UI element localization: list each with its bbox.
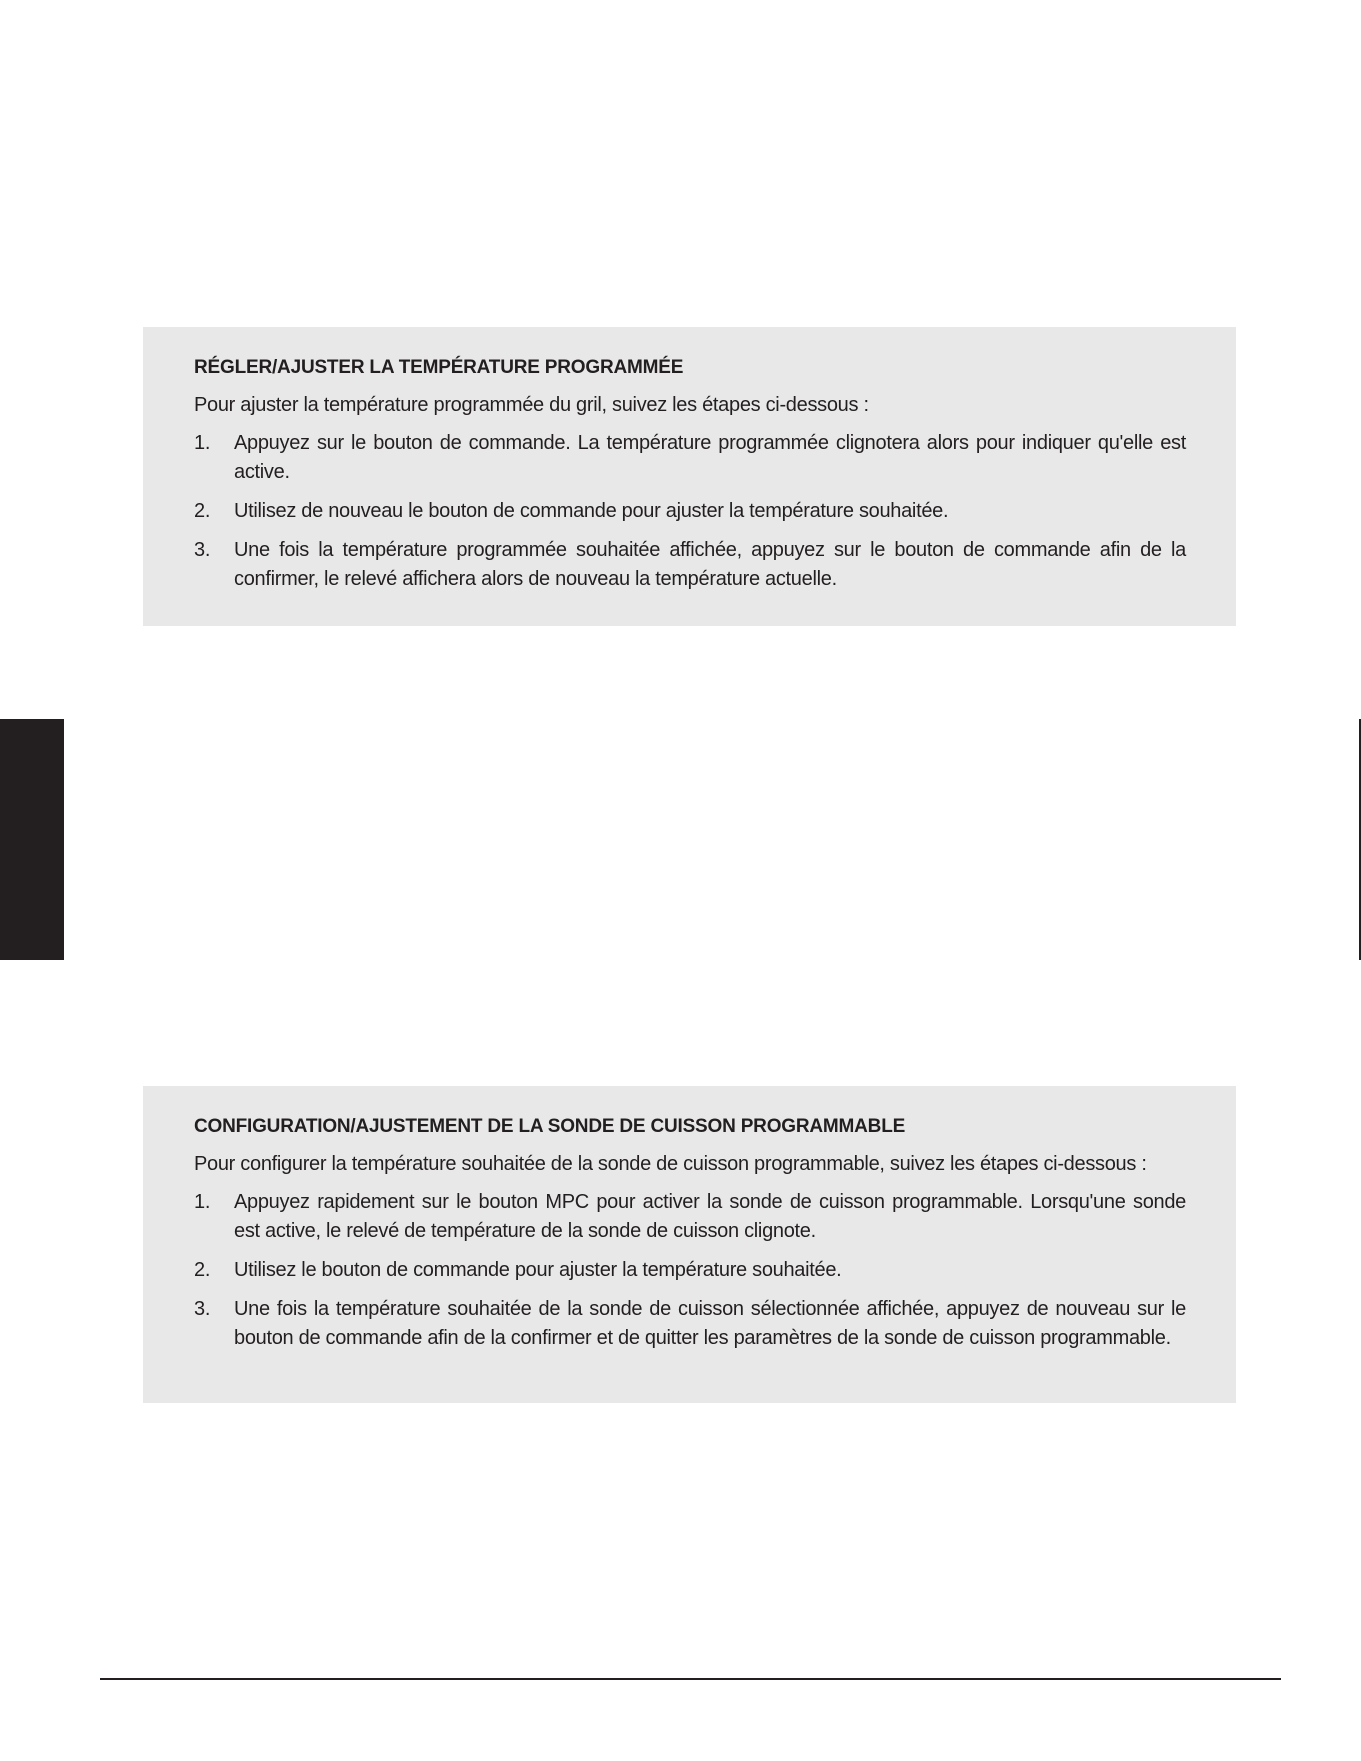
step-text: Une fois la température programmée souhaitée affichée, appuyez sur le bouton de commande afin de la confirmer, le relevé affichera alors de nouveau la température actuelle. bbox=[234, 539, 1186, 590]
list-item bbox=[194, 497, 1186, 526]
side-tab-marker bbox=[0, 719, 64, 960]
list-item bbox=[194, 536, 1186, 594]
step-number: 1. bbox=[194, 1191, 211, 1213]
panel-heading: RÉGLER/AJUSTER LA TEMPÉRATURE PROGRAMMÉE bbox=[194, 357, 684, 378]
step-number: 3. bbox=[194, 1298, 211, 1320]
steps-list bbox=[194, 1188, 1186, 1353]
info-panel-probe-setup bbox=[143, 1086, 1236, 1403]
step-number: 2. bbox=[194, 500, 211, 522]
step-text: Appuyez sur le bouton de commande. La température programmée clignotera alors pour indiquer qu'elle est active. bbox=[234, 432, 1186, 483]
panel-heading: CONFIGURATION/AJUSTEMENT DE LA SONDE DE CUISSON PROGRAMMABLE bbox=[194, 1116, 906, 1137]
step-number: 1. bbox=[194, 432, 211, 454]
step-number: 3. bbox=[194, 539, 211, 561]
step-number: 2. bbox=[194, 1259, 211, 1281]
list-item bbox=[194, 1188, 1186, 1246]
panel-intro: Pour ajuster la température programmée du gril, suivez les étapes ci-dessous : bbox=[194, 394, 869, 416]
step-text: Utilisez le bouton de commande pour ajuster la température souhaitée. bbox=[234, 1259, 842, 1281]
step-text: Appuyez rapidement sur le bouton MPC pour activer la sonde de cuisson programmable. Lorsqu'une sonde est active, le relevé de température de la sonde de cuisson clignote. bbox=[234, 1191, 1186, 1242]
list-item bbox=[194, 429, 1186, 487]
step-text: Une fois la température souhaitée de la sonde de cuisson sélectionnée affichée, appuyez de nouveau sur le bouton de commande afin de la confirmer et de quitter les paramètres de la sonde de cuisson programmable. bbox=[234, 1298, 1186, 1349]
list-item bbox=[194, 1295, 1186, 1353]
panel-intro: Pour configurer la température souhaitée de la sonde de cuisson programmable, suivez les étapes ci-dessous : bbox=[194, 1153, 1147, 1175]
steps-list bbox=[194, 429, 1186, 594]
info-panel-set-temperature bbox=[143, 327, 1236, 626]
step-text: Utilisez de nouveau le bouton de commande pour ajuster la température souhaitée. bbox=[234, 500, 949, 522]
footer-rule bbox=[100, 1678, 1281, 1680]
list-item bbox=[194, 1256, 1186, 1285]
